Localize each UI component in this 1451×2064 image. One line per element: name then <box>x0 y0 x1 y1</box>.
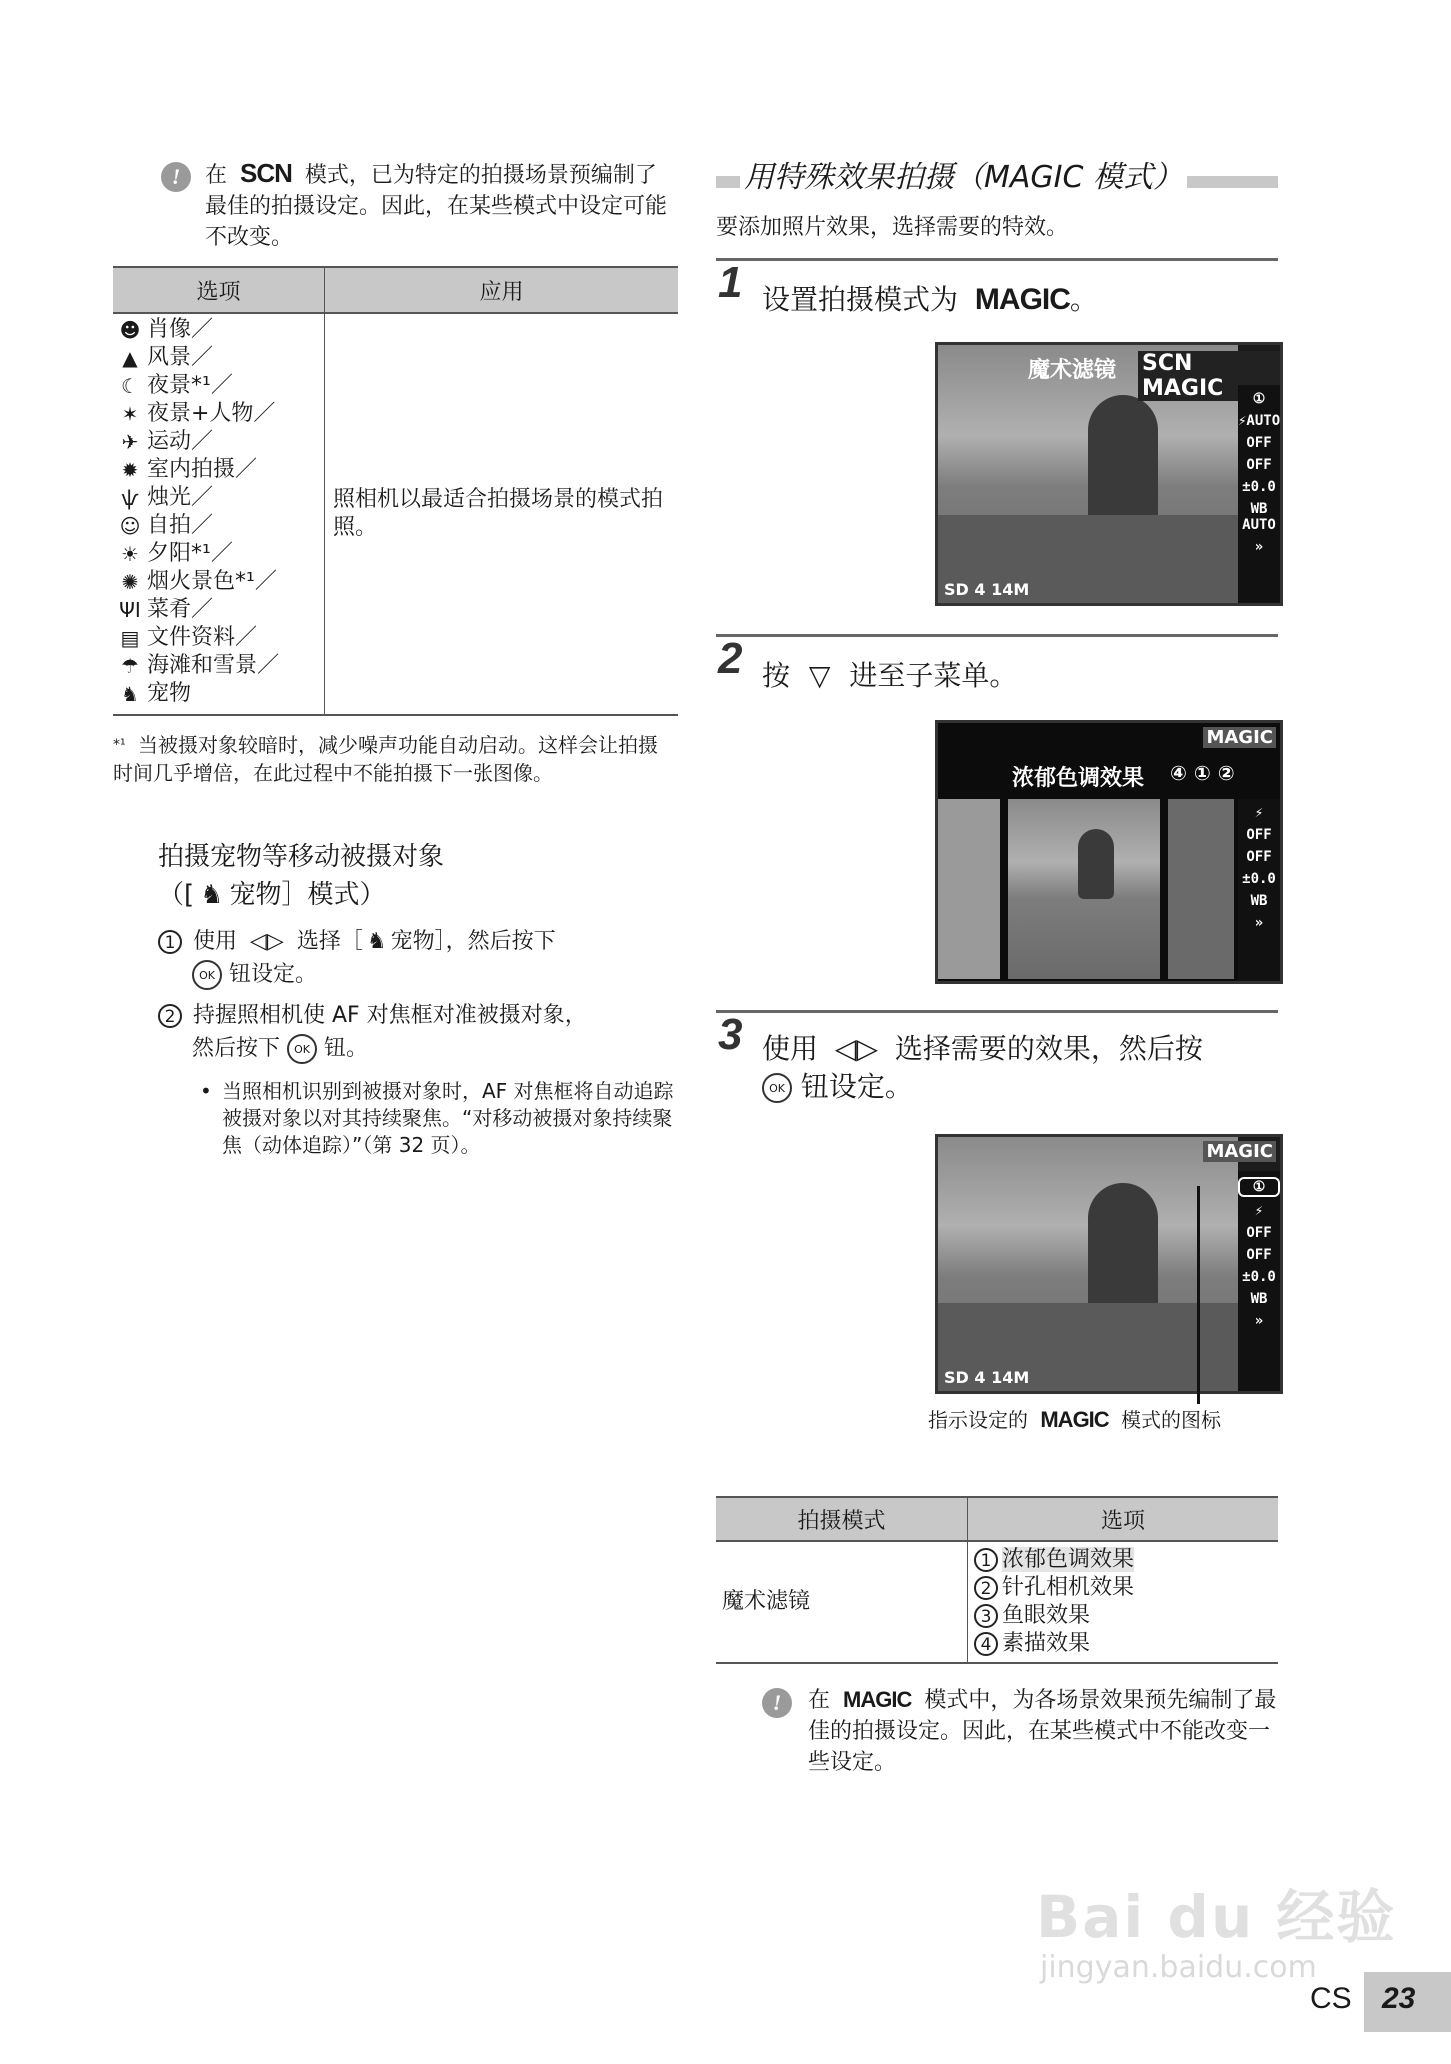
step-3-rule <box>716 1010 1278 1013</box>
scn-note: 在 SCN 模式，已为特定的拍摄场景预编制了最佳的拍摄设定。因此，在某些模式中设定可能不改变。 <box>205 158 668 250</box>
scene-label: 海滩和雪景／ <box>147 653 280 678</box>
scene-icon: ☀ <box>121 542 139 566</box>
photo-woman-reading <box>938 1137 1238 1391</box>
magic-filter-mode: 魔术滤镜 <box>716 1541 968 1663</box>
scene-icon: ✹ <box>121 458 139 482</box>
screen1-label: 魔术滤镜 <box>1028 358 1117 383</box>
scene-item <box>117 400 320 428</box>
scene-label: 菜肴／ <box>147 597 214 622</box>
scene-item <box>117 428 320 456</box>
scene-label: 风景／ <box>147 345 214 370</box>
scene-list-cell <box>113 313 325 715</box>
scene-icon: ☺ <box>119 514 141 538</box>
scene-icon: ☂ <box>121 654 139 678</box>
scene-item <box>117 316 320 344</box>
woman-figure <box>1078 829 1114 899</box>
screen2-sidebar: ⚡ OFF OFF ±0.0 WB » <box>1238 799 1280 981</box>
baidu-watermark: Bai du 经验 <box>1036 1883 1397 1951</box>
screen1-tabs: SCN MAGIC <box>1138 351 1280 401</box>
magic-note: 在 MAGIC 模式中，为各场景效果预先编制了最佳的拍摄设定。因此，在某些模式中不能改变一些设定。 <box>808 1687 1277 1775</box>
scene-label: 文件资料／ <box>147 625 258 650</box>
option-item: 1 浓郁色调效果 <box>974 1546 1272 1574</box>
step-2-text: 按 ▽ 进至子菜单。 <box>762 659 1018 692</box>
scene-icon: ✶ <box>121 402 139 426</box>
step-1-text: 设置拍摄模式为 MAGIC。 <box>762 283 1098 316</box>
scene-icon: ☻ <box>119 318 141 342</box>
option-item: 2 针孔相机效果 <box>974 1574 1272 1602</box>
down-arrow-icon: ▽ <box>808 659 831 692</box>
step-2-number: 2 <box>718 634 743 683</box>
language-label: CS <box>1310 1982 1352 2015</box>
scene-icon: ☾ <box>121 374 139 398</box>
table-header-shooting-mode: 拍摄模式 <box>716 1497 968 1541</box>
magic-options-table <box>716 1496 1278 1664</box>
scene-item <box>117 652 320 680</box>
effect-thumb-right <box>1168 799 1234 979</box>
table-header-application: 应用 <box>325 267 679 313</box>
caption: 指示设定的 MAGIC 模式的图标 <box>928 1407 1222 1432</box>
scene-label: 夕阳*¹／ <box>147 541 233 566</box>
left-right-arrows-icon: ◁▷ <box>834 1032 878 1065</box>
screen2-mode: MAGIC <box>1203 727 1276 748</box>
screen3-sidebar: ① ⚡ OFF OFF ±0.0 WB » <box>1238 1171 1280 1391</box>
screen3-bottom-info: SD 4 14M <box>944 1368 1030 1387</box>
pet-icon: ♞ <box>200 880 224 910</box>
scene-icon: ▤ <box>120 626 140 650</box>
camera-screen-3 <box>935 1134 1283 1394</box>
scene-application: 照相机以最适合拍摄场景的模式拍照。 <box>333 487 664 540</box>
option-item: 3 鱼眼效果 <box>974 1602 1272 1630</box>
scene-icon: ΨΙ <box>119 598 141 622</box>
scene-item <box>117 596 320 624</box>
pet-icon: ♞ <box>366 929 387 954</box>
caution-icon: ! <box>161 162 191 192</box>
step-1-rule <box>716 258 1278 261</box>
scene-label: 夜景*¹／ <box>147 373 233 398</box>
ok-button-icon: OK <box>762 1073 792 1103</box>
pet-heading: 拍摄宠物等移动被摄对象 （[ ♞ 宠物］模式） <box>158 842 445 910</box>
scn-mode-label: SCN <box>240 158 292 188</box>
footnote: $^{*^1}$ 当被摄对象较暗时，减少噪声功能自动启动。这样会让拍摄时间几乎增倍，在此过程中不能拍摄下一张图像。 <box>113 733 658 785</box>
scene-label: 运动／ <box>147 429 214 454</box>
screen2-icons: ④ ① ② <box>1170 761 1235 785</box>
ok-button-icon: OK <box>287 1034 317 1064</box>
scene-item <box>117 456 320 484</box>
step-2-rule <box>716 634 1278 637</box>
page-number: 23 <box>1382 1982 1416 2015</box>
pet-bullet: • 当照相机识别到被摄对象时，AF 对焦框将自动追踪被摄对象以对其持续聚焦。“对移动被摄对象持续聚焦（动体追踪）”（第 32 页）。 <box>200 1079 674 1157</box>
section-title: 用特殊效果拍摄（MAGIC 模式） <box>740 152 1187 196</box>
scene-label: 夜景+人物／ <box>147 401 276 426</box>
scene-item <box>117 372 320 400</box>
scene-label: 烟火景色*¹／ <box>147 569 277 594</box>
scene-label: 肖像／ <box>147 317 214 342</box>
scene-icon: ▲ <box>122 346 138 370</box>
scene-item <box>117 568 320 596</box>
scene-item <box>117 344 320 372</box>
intro-text: 要添加照片效果，选择需要的特效。 <box>716 215 1069 240</box>
scene-list <box>117 316 320 708</box>
screen2-label: 浓郁色调效果 <box>1012 766 1145 791</box>
magic-mode-label: MAGIC <box>1040 1407 1109 1432</box>
table-header-options: 选项 <box>968 1497 1279 1541</box>
pet-step-2: 2 持握照相机使 AF 对焦框对准被摄对象， 然后按下 OK 钮。 <box>158 1000 678 1064</box>
scene-label: 室内拍摄／ <box>147 457 258 482</box>
effect-thumb-left <box>938 799 1000 979</box>
caution-icon: ! <box>762 1688 792 1718</box>
effect-thumb-center <box>1008 799 1160 979</box>
table-header-option: 选项 <box>113 267 325 313</box>
left-right-arrows-icon: ◁▷ <box>250 929 284 954</box>
magic-mode-label: MAGIC <box>843 1687 912 1712</box>
scene-label: 自拍／ <box>147 513 214 538</box>
option-item: 4 素描效果 <box>974 1630 1272 1658</box>
scene-item <box>117 512 320 540</box>
step-3-number: 3 <box>718 1010 743 1059</box>
scene-icon: ѱ <box>121 486 139 510</box>
callout-line <box>1197 1186 1200 1404</box>
scene-item <box>117 624 320 652</box>
scene-label: 烛光／ <box>147 485 214 510</box>
magic-options-cell <box>968 1541 1279 1663</box>
screen3-mode: MAGIC <box>1203 1141 1276 1162</box>
screen1-bottom-info: SD 4 14M <box>944 580 1030 599</box>
screen1-sidebar: ① ⚡AUTO OFF OFF ±0.0 WB AUTO » <box>1238 385 1280 603</box>
camera-screen-2 <box>935 720 1283 984</box>
scene-table <box>113 266 678 716</box>
camera-screen-1 <box>935 342 1283 606</box>
scene-icon: ✈ <box>121 430 139 454</box>
pet-step-1: 1 使用 ◁▷ 选择［ ♞ 宠物］，然后按下 OK 钮设定。 <box>158 926 678 990</box>
scene-icon: ♞ <box>121 682 139 706</box>
step-3-text: 使用 ◁▷ 选择需要的效果，然后按 OK 钮设定。 <box>762 1032 1203 1103</box>
ok-button-icon: OK <box>192 960 222 990</box>
scene-item <box>117 484 320 512</box>
scene-label: 宠物 <box>147 681 192 706</box>
mode-indicator-icon: ① <box>1238 1177 1280 1197</box>
scene-item <box>117 540 320 568</box>
step-1-number: 1 <box>718 258 743 307</box>
footnote-mark: *¹ <box>113 737 126 753</box>
bullet-icon: • <box>200 1079 212 1103</box>
scene-item <box>117 680 320 708</box>
scene-icon: ✺ <box>121 570 139 594</box>
baidu-watermark-url: jingyan.baidu.com <box>1040 1950 1317 1985</box>
magic-mode-label: MAGIC <box>974 283 1070 316</box>
